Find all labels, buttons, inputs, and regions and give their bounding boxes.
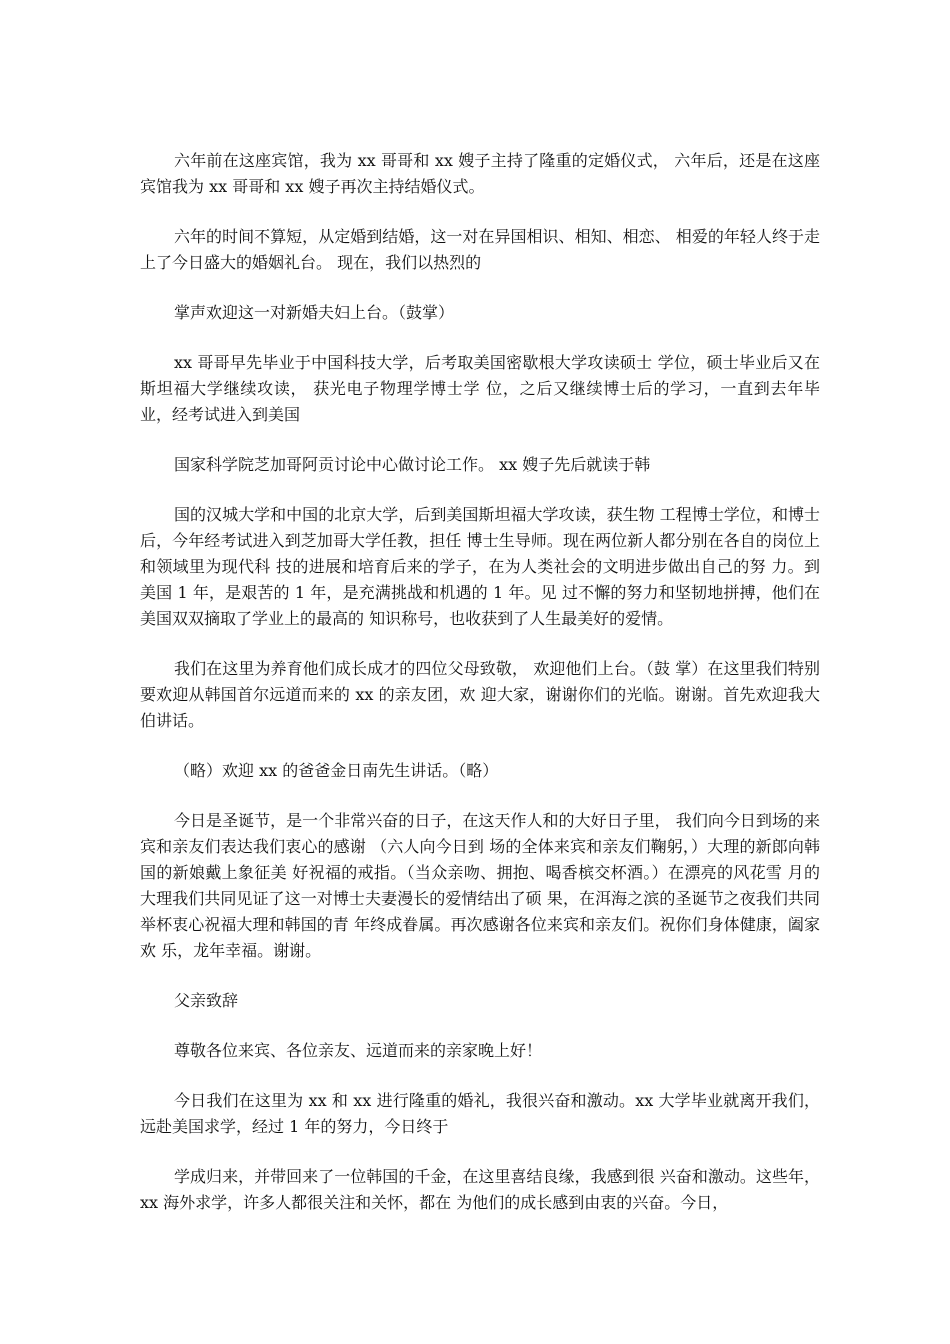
paragraph-greeting: 尊敬各位来宾、各位亲友、远道而来的亲家晚上好！ xyxy=(174,1041,543,1060)
document-body xyxy=(140,148,820,1240)
paragraph-wedding-today: 今日我们在这里为 xx 和 xx 进行隆重的婚礼，我很兴奋和激动。xx 大学毕业就离开我们，远赴美国求学，经过 1 年的努力，今日终于 xyxy=(140,1091,820,1136)
paragraph-groom-education: xx 哥哥早先毕业于中国科技大学，后考取美国密歇根大学攻读硕士 学位，硕士毕业后又在斯坦福大学继续攻读， 获光电子物理学博士学 位，之后又继续博士后的学习，一直到去年毕业，经考试进入到美国 xyxy=(140,353,820,424)
paragraph-engagement-intro: 六年前在这座宾馆，我为 xx 哥哥和 xx 嫂子主持了隆重的定婚仪式， 六年后，还是在这座宾馆我为 xx 哥哥和 xx 嫂子再次主持结婚仪式。 xyxy=(140,151,820,196)
paragraph-return-home: 学成归来，并带回来了一位韩国的千金，在这里喜结良缘，我感到很 兴奋和激动。这些年，xx 海外求学，许多人都很关注和关怀，都在 为他们的成长感到由衷的兴奋。今日， xyxy=(140,1167,820,1212)
paragraph-groom-work: 国家科学院芝加哥阿贡讨论中心做讨论工作。 xx 嫂子先后就读于韩 xyxy=(174,455,651,474)
paragraph-parents-tribute: 我们在这里为养育他们成长成才的四位父母致敬， 欢迎他们上台。（鼓 掌）在这里我们特别要欢迎从韩国首尔远道而来的 xx 的亲友团，欢 迎大家，谢谢你们的光临。谢谢。首先欢迎我大伯讲话。 xyxy=(140,659,820,730)
paragraph-six-years: 六年的时间不算短，从定婚到结婚，这一对在异国相识、相知、相恋、 相爱的年轻人终于走上了今日盛大的婚姻礼台。 现在，我们以热烈的 xyxy=(140,227,820,272)
paragraph-father-speech-note: （略）欢迎 xx 的爸爸金日南先生讲话。（略） xyxy=(174,761,499,780)
paragraph-bride-education: 国的汉城大学和中国的北京大学，后到美国斯坦福大学攻读，获生物 工程博士学位，和博士后，今年经考试进入到芝加哥大学任教，担任 博士生导师。现在两位新人都分别在各自的岗位上和领域里为现代科 技的进展和培育后来的学子，在为人类社会的文明进步做出自己的努 力。到美国 1 年，是艰苦的 1 年，是充满挑战和机遇的 1 年。见 过不懈的努力和坚韧地拼搏，他们在美国双双摘取了学业上的最高的 知识称号，也收获到了人生最美好的爱情。 xyxy=(140,505,820,628)
paragraph-christmas-ceremony: 今日是圣诞节，是一个非常兴奋的日子，在这天作人和的大好日子里， 我们向今日到场的来宾和亲友们表达我们衷心的感谢 （六人向今日到 场的全体来宾和亲友们鞠躬，）大理的新郎向韩国的新娘戴上象征美 好祝福的戒指。（当众亲吻、拥抱、喝香槟交杯酒。）在漂亮的风花雪 月的大理我们共同见证了这一对博士夫妻漫长的爱情结出了硕 果，在洱海之滨的圣诞节之夜我们共同举杯衷心祝福大理和韩国的青 年终成眷属。再次感谢各位来宾和亲友们。祝你们身体健康，阖家欢 乐，龙年幸福。谢谢。 xyxy=(140,811,820,960)
paragraph-applause-welcome: 掌声欢迎这一对新婚夫妇上台。（鼓掌） xyxy=(174,303,455,322)
section-heading-father-speech: 父亲致辞 xyxy=(174,991,239,1010)
